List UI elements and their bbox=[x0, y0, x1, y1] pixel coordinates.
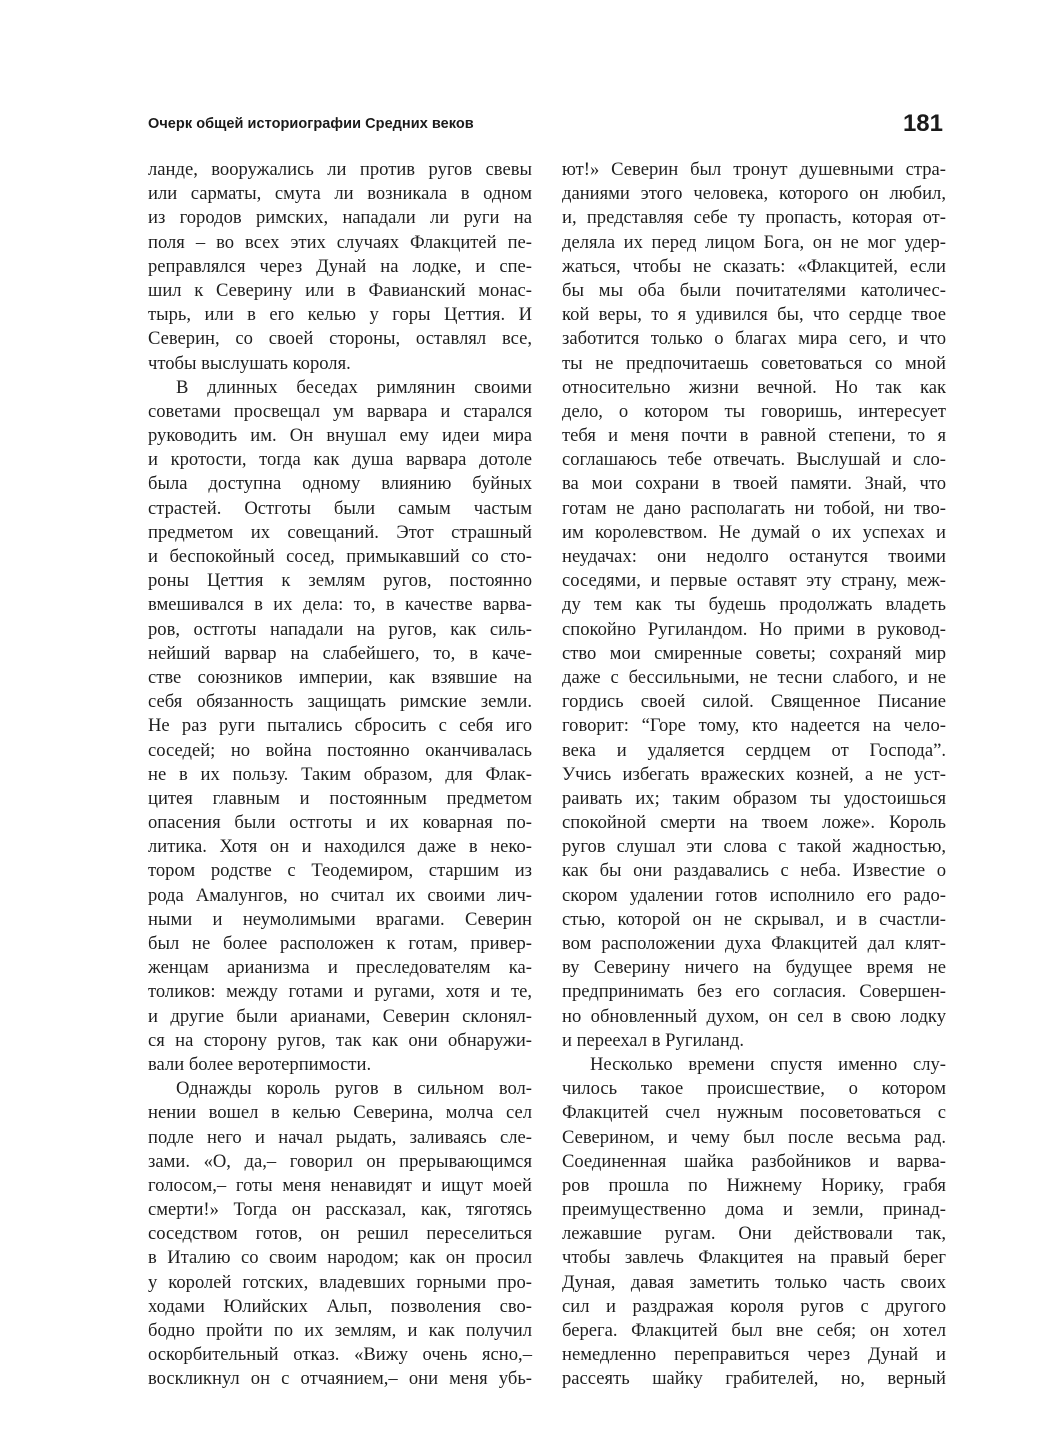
text-line: ров, остготы нападали на ругов, как силь- bbox=[148, 618, 532, 640]
text-line: стве союзников империи, как взявшие на bbox=[148, 666, 532, 688]
text-line: ты не предпочитаешь советоваться со мной bbox=[562, 352, 946, 374]
text-line: бы мы оба были почитателями католичес- bbox=[562, 279, 946, 301]
text-line: соседством готов, он решил переселиться bbox=[148, 1223, 532, 1245]
text-line: и беспокойный сосед, примыкавший со сто- bbox=[148, 546, 532, 567]
text-line: в Италию со своим народом; как он просил bbox=[148, 1247, 532, 1269]
text-line: Несколько времени спустя именно слу- bbox=[590, 1053, 946, 1075]
text-line: кой веры, то я удивился бы, что сердце твое bbox=[562, 304, 946, 326]
text-line: опасения были остготы и их коварная по- bbox=[148, 812, 532, 834]
text-line: смерти!» Тогда он рассказал, как, тяготясь bbox=[148, 1199, 532, 1221]
text-line: ву Северину ничего на будущее время не bbox=[562, 957, 946, 979]
text-line: воскликнул он с отчаянием,– они меня убь- bbox=[148, 1368, 532, 1390]
text-line: тырь, или в его келью у горы Цеттия. И bbox=[148, 304, 532, 326]
text-line: предпринимать без его согласия. Совершен- bbox=[562, 981, 946, 1003]
text-line: ланде, вооружались ли против ругов свевы bbox=[148, 159, 532, 180]
text-line: Учись избегать вражеских козней, а не уст- bbox=[562, 763, 946, 785]
text-line: толиков: между готами и ругами, хотя и те, bbox=[148, 981, 532, 1003]
text-line: ся на сторону ругов, так как они обнаружи- bbox=[148, 1029, 532, 1051]
text-line: была доступна одному влиянию буйных bbox=[148, 473, 532, 495]
left-text-column bbox=[148, 158, 532, 1392]
text-line: раивать их; таким образом ты удостоишься bbox=[562, 787, 946, 809]
text-line: ют!» Северин был тронут душевными стра- bbox=[562, 159, 946, 180]
text-line: относительно жизни вечной. Но так как bbox=[562, 376, 946, 398]
text-line: даниями этого человека, которого он любил, bbox=[562, 183, 946, 205]
text-line: говорит: “Горе тому, кто надеется на чело- bbox=[562, 715, 946, 737]
text-line: но обновленный духом, он сел в свою лодку bbox=[562, 1005, 946, 1027]
text-line: ров прошла по Нижнему Норику, грабя bbox=[562, 1174, 946, 1196]
text-line: преимущественно дома и земли, принад- bbox=[562, 1199, 946, 1221]
text-line: ва мои сохрани в твоей памяти. Знай, что bbox=[562, 473, 946, 495]
text-line: спокойной смерти на твоем ложе». Король bbox=[562, 812, 946, 834]
text-line: вмешивался в их дела: то, в качестве варва- bbox=[148, 594, 532, 616]
text-line: ными и неумолимыми врагами. Северин bbox=[148, 908, 532, 930]
text-line: из городов римских, нападали ли руги на bbox=[148, 207, 532, 229]
text-line: тебя и меня почти в равной степени, то я bbox=[562, 425, 946, 447]
text-line: Северином, и чему был после весьма рад. bbox=[562, 1126, 946, 1148]
text-line: реправлялся через Дунай на лодке, и спе- bbox=[148, 255, 532, 277]
text-line: не в их пользу. Таким образом, для Флак- bbox=[148, 763, 532, 785]
text-line: Флакцитей счел нужным посоветоваться с bbox=[562, 1102, 946, 1124]
text-line: бодно пройти по их землям, и как получил bbox=[148, 1320, 532, 1341]
text-line: ду тем как ты будешь продолжать владеть bbox=[562, 594, 946, 616]
text-line: соглашаюсь тебе отвечать. Выслушай и сло- bbox=[562, 449, 946, 471]
text-line: неудачах: они недолго останутся твоими bbox=[562, 546, 946, 567]
text-line: берега. Флакцитей был вне себя; он хотел bbox=[562, 1320, 946, 1341]
text-line: спокойно Ругиландом. Но прими в руковод- bbox=[562, 618, 946, 640]
text-line: ходами Юлийских Альп, позволения сво- bbox=[148, 1295, 532, 1317]
text-line: Соединенная шайка разбойников и варва- bbox=[562, 1150, 946, 1172]
page-number: 181 bbox=[902, 110, 943, 137]
text-line: тором родстве с Теодемиром, старшим из bbox=[148, 860, 532, 882]
text-line: гордись своей силой. Священное Писание bbox=[562, 691, 946, 713]
text-line: страстей. Остготы были самым частым bbox=[148, 497, 532, 519]
text-line: Однажды король ругов в сильном вол- bbox=[176, 1078, 532, 1100]
text-line: соседями, и первые оставят эту страну, меж- bbox=[562, 570, 946, 592]
text-line: литика. Хотя он и находился даже в неко- bbox=[148, 836, 532, 858]
right-text-column bbox=[562, 158, 946, 1392]
text-line: рода Амалунгов, но считал их своими лич- bbox=[148, 884, 532, 906]
text-line: Не раз руги пытались сбросить с себя иго bbox=[148, 715, 532, 737]
text-line: рассеять шайку грабителей, но, верный bbox=[562, 1368, 946, 1390]
text-line: деляла их перед лицом Бога, он не мог удер- bbox=[562, 231, 946, 253]
text-line: вали более веротерпимости. bbox=[148, 1053, 372, 1075]
text-line: поля – во всех этих случаях Флакцитей пе- bbox=[148, 231, 532, 253]
text-line: чилось такое происшествие, о котором bbox=[562, 1078, 946, 1100]
text-line: или сарматы, смута ли возникала в одном bbox=[148, 183, 532, 205]
text-line: и другие были арианами, Северин склонял- bbox=[148, 1005, 532, 1027]
text-line: стью, которой он не скрывал, и в счастли- bbox=[562, 908, 946, 930]
text-line: соседей; но война постоянно оканчивалась bbox=[148, 739, 532, 761]
text-line: как бы они раздавались с неба. Известие о bbox=[562, 860, 946, 882]
text-line: готам не дано располагать ни тобой, ни тво- bbox=[562, 497, 946, 519]
text-line: нении вошел в келью Северина, молча сел bbox=[148, 1102, 532, 1124]
running-head-title: Очерк общей историографии Средних веков bbox=[148, 116, 474, 132]
text-line: подле него и начал рыдать, заливаясь сле- bbox=[148, 1126, 532, 1148]
text-line: ругов слушал эти слова с такой жадностью, bbox=[562, 836, 946, 858]
text-line: зами. «О, да,– говорил он прерывающимся bbox=[148, 1150, 532, 1172]
text-line: цитея главным и постоянным предметом bbox=[148, 787, 532, 809]
text-line: оскорбительный отказ. «Вижу очень ясно,– bbox=[148, 1344, 532, 1366]
text-line: Северин, со своей стороны, оставлял все, bbox=[148, 328, 532, 350]
text-line: и кротости, тогда как душа варвара дотоле bbox=[148, 449, 532, 471]
text-line: вом расположении духа Флакцитей дал клят- bbox=[562, 933, 946, 954]
text-line: руководить им. Он внушал ему идеи мира bbox=[148, 425, 532, 447]
text-line: был не более расположен к готам, привер- bbox=[148, 933, 532, 954]
text-line: Дуная, давая заметить только часть своих bbox=[562, 1271, 946, 1293]
text-line: лежавшие ругам. Они действовали так, bbox=[562, 1223, 946, 1245]
text-line: века и удаляется сердцем от Господа”. bbox=[562, 739, 946, 761]
text-line: скором удалении готов исполнило его радо- bbox=[562, 884, 946, 906]
text-line: роны Цеттия к землям ругов, постоянно bbox=[148, 570, 532, 592]
text-line: даже с бессильными, не тесни слабого, и не bbox=[562, 666, 946, 688]
text-line: чтобы завлечь Флакцитея на правый берег bbox=[562, 1247, 946, 1269]
text-line: себя обязанность защищать римские земли. bbox=[148, 691, 532, 713]
text-line: В длинных беседах римлянин своими bbox=[176, 376, 532, 398]
text-line: и, представляя себе ту пропасть, которая от- bbox=[562, 207, 946, 229]
text-line: им королевством. Не думай о их успехах и bbox=[562, 521, 946, 543]
text-line: жаться, чтобы не сказать: «Флакцитей, если bbox=[562, 255, 946, 277]
text-line: женцам арианизма и преследователям ка- bbox=[148, 957, 532, 979]
text-line: ство мои смиренные советы; сохраняй мир bbox=[562, 642, 946, 664]
text-line: чтобы выслушать короля. bbox=[148, 352, 351, 374]
text-line: советами просвещал ум варвара и старался bbox=[148, 400, 532, 422]
text-line: дело, о котором ты говоришь, интересует bbox=[562, 400, 946, 422]
text-line: и переехал в Ругиланд. bbox=[562, 1029, 744, 1051]
text-line: шил к Северину или в Фавианский монас- bbox=[148, 279, 532, 301]
text-line: у королей готских, владевших горными про- bbox=[148, 1271, 532, 1293]
text-line: нейший варвар на слабейшего, то, в каче- bbox=[148, 642, 532, 664]
text-line: предметом их совещаний. Этот страшный bbox=[148, 521, 532, 543]
text-line: сил и раздражая короля ругов с другого bbox=[562, 1295, 946, 1317]
text-line: голосом,– готы меня ненавидят и ищут моей bbox=[148, 1174, 532, 1196]
text-line: немедленно переправиться через Дунай и bbox=[562, 1344, 946, 1366]
text-line: заботится только о благах мира сего, и что bbox=[562, 328, 946, 350]
